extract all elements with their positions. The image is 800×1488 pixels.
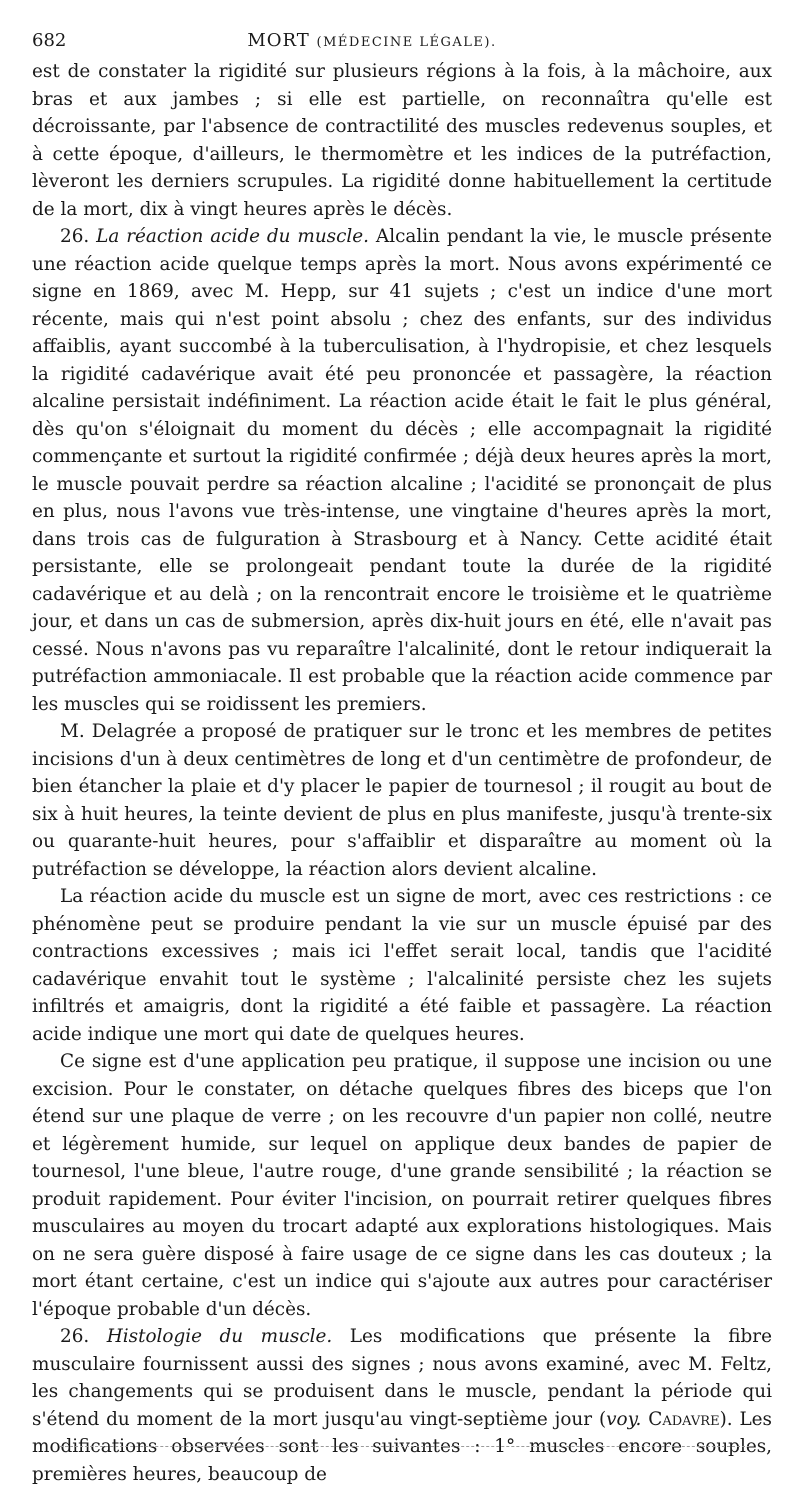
paragraph-6-text-b: ). Les modifications observées sont les suivantes : 1° muscles encore souples, premières heures, beaucoup de	[32, 1408, 772, 1485]
reference-cadavre: Cadavre	[648, 1408, 720, 1430]
paragraph-4-text: La réaction acide du muscle est un signe de mort, avec ces restrictions : ce phénomène peut se produire pendant la vie sur un muscle épuisé par des contractions excessives ; mais ici l'effet serait local, tandis que l'acidité cadavérique envahit tout le système ; l'alcalinité persiste chez les sujets infiltrés et amaigris, dont la rigidité a été faible et passagère. La réaction acide indique une mort qui date de quelques heures.	[32, 886, 772, 1045]
paragraph-3	[32, 718, 772, 883]
section-title-histologie: Histologie du muscle.	[106, 1326, 333, 1347]
section-number-histologie: 26.	[60, 1326, 90, 1347]
body-text	[32, 58, 772, 1488]
running-title-sub: (MÉDECINE LÉGALE).	[316, 35, 497, 50]
paragraph-1	[32, 58, 772, 223]
section-number-reaction: 26.	[60, 226, 90, 247]
paragraph-6	[32, 1323, 772, 1488]
running-title-main: MORT	[247, 30, 310, 51]
footer-rule	[60, 1446, 750, 1447]
paragraph-4	[32, 883, 772, 1048]
paragraph-2	[32, 223, 772, 718]
document-page	[32, 30, 772, 1488]
paragraph-1-text: est de constater la rigidité sur plusieurs régions à la fois, à la mâchoire, aux bras et aux jambes ; si elle est partielle, on reconnaîtra qu'elle est décroissante, par l'absence de contractilité des muscles redevenus souples, et à cette époque, d'ailleurs, le thermomètre et les indices de la putréfaction, lèveront les derniers scrupules. La rigidité donne habituellement la certitude de la mort, dix à vingt heures après le décès.	[32, 61, 772, 220]
paragraph-5	[32, 1048, 772, 1323]
page-header	[32, 30, 772, 56]
paragraph-3-text: M. Delagrée a proposé de pratiquer sur le tronc et les membres de petites incisions d'un à deux centimètres de long et d'un centimètre de profondeur, de bien étancher la plaie et d'y placer le papier de tournesol ; il rougit au bout de six à huit heures, la teinte devient de plus en plus manifeste, jusqu'à trente-six ou quarante-huit heures, pour s'affaiblir et disparaître au moment où la putréfaction se développe, la réaction alors devient alcaline.	[32, 721, 772, 880]
paragraph-2-text: Alcalin pendant la vie, le muscle présente une réaction acide quelque temps après la mort. Nous avons expérimenté ce signe en 1869, avec M. Hepp, sur 41 sujets ; c'est un indice d'une mort récente, mais qui n'est point absolu ; chez des enfants, sur des individus affaiblis, ayant succombé à la tuberculisation, à l'hydropisie, et chez lesquels la rigidité cadavérique avait été peu prononcée et passagère, la réaction alcaline persistait indéfiniment. La réaction acide était le fait le plus général, dès qu'on s'éloignait du moment du décès ; elle accompagnait la rigidité commençante et surtout la rigidité confirmée ; déjà deux heures après la mort, le muscle pouvait perdre sa réaction alcaline ; l'acidité se prononçait de plus en plus, nous l'avons vue très-intense, une vingtaine d'heures après la mort, dans trois cas de fulguration à Strasbourg et à Nancy. Cette acidité était persistante, elle se prolongeait pendant toute la durée de la rigidité cadavérique et au delà ; on la rencontrait encore le troisième et le quatrième jour, et dans un cas de submersion, après dix-huit jours en été, elle n'avait pas cessé. Nous n'avons pas vu reparaître l'alcalinité, dont le retour indiquerait la putréfaction ammoniacale. Il est probable que la réaction acide commence par les muscles qui se roidissent les premiers.	[32, 226, 772, 715]
section-title-reaction: La réaction acide du muscle.	[96, 226, 370, 247]
page-number: 682	[32, 30, 67, 51]
reference-voy: voy.	[606, 1408, 642, 1430]
paragraph-6-text-a: Les modifications que présente la fibre musculaire fournissent aussi des signes ; nous avons examiné, avec M. Feltz, les changements qui se produisent dans le muscle, pendant la période qui s'étend du moment de la mort jusqu'au vingt-septième jour (	[32, 1326, 772, 1430]
running-title	[92, 30, 772, 51]
paragraph-5-text: Ce signe est d'une application peu pratique, il suppose une incision ou une excision. Pour le constater, on détache quelques fibres des biceps que l'on étend sur une plaque de verre ; on les recouvre d'un papier non collé, neutre et légèrement humide, sur lequel on applique deux bandes de papier de tournesol, l'une bleue, l'autre rouge, d'une grande sensibilité ; la réaction se produit rapidement. Pour éviter l'incision, on pourrait retirer quelques fibres musculaires au moyen du trocart adapté aux explorations histologiques. Mais on ne sera guère disposé à faire usage de ce signe dans les cas douteux ; la mort étant certaine, c'est un indice qui s'ajoute aux autres pour caractériser l'époque probable d'un décès.	[32, 1051, 772, 1320]
